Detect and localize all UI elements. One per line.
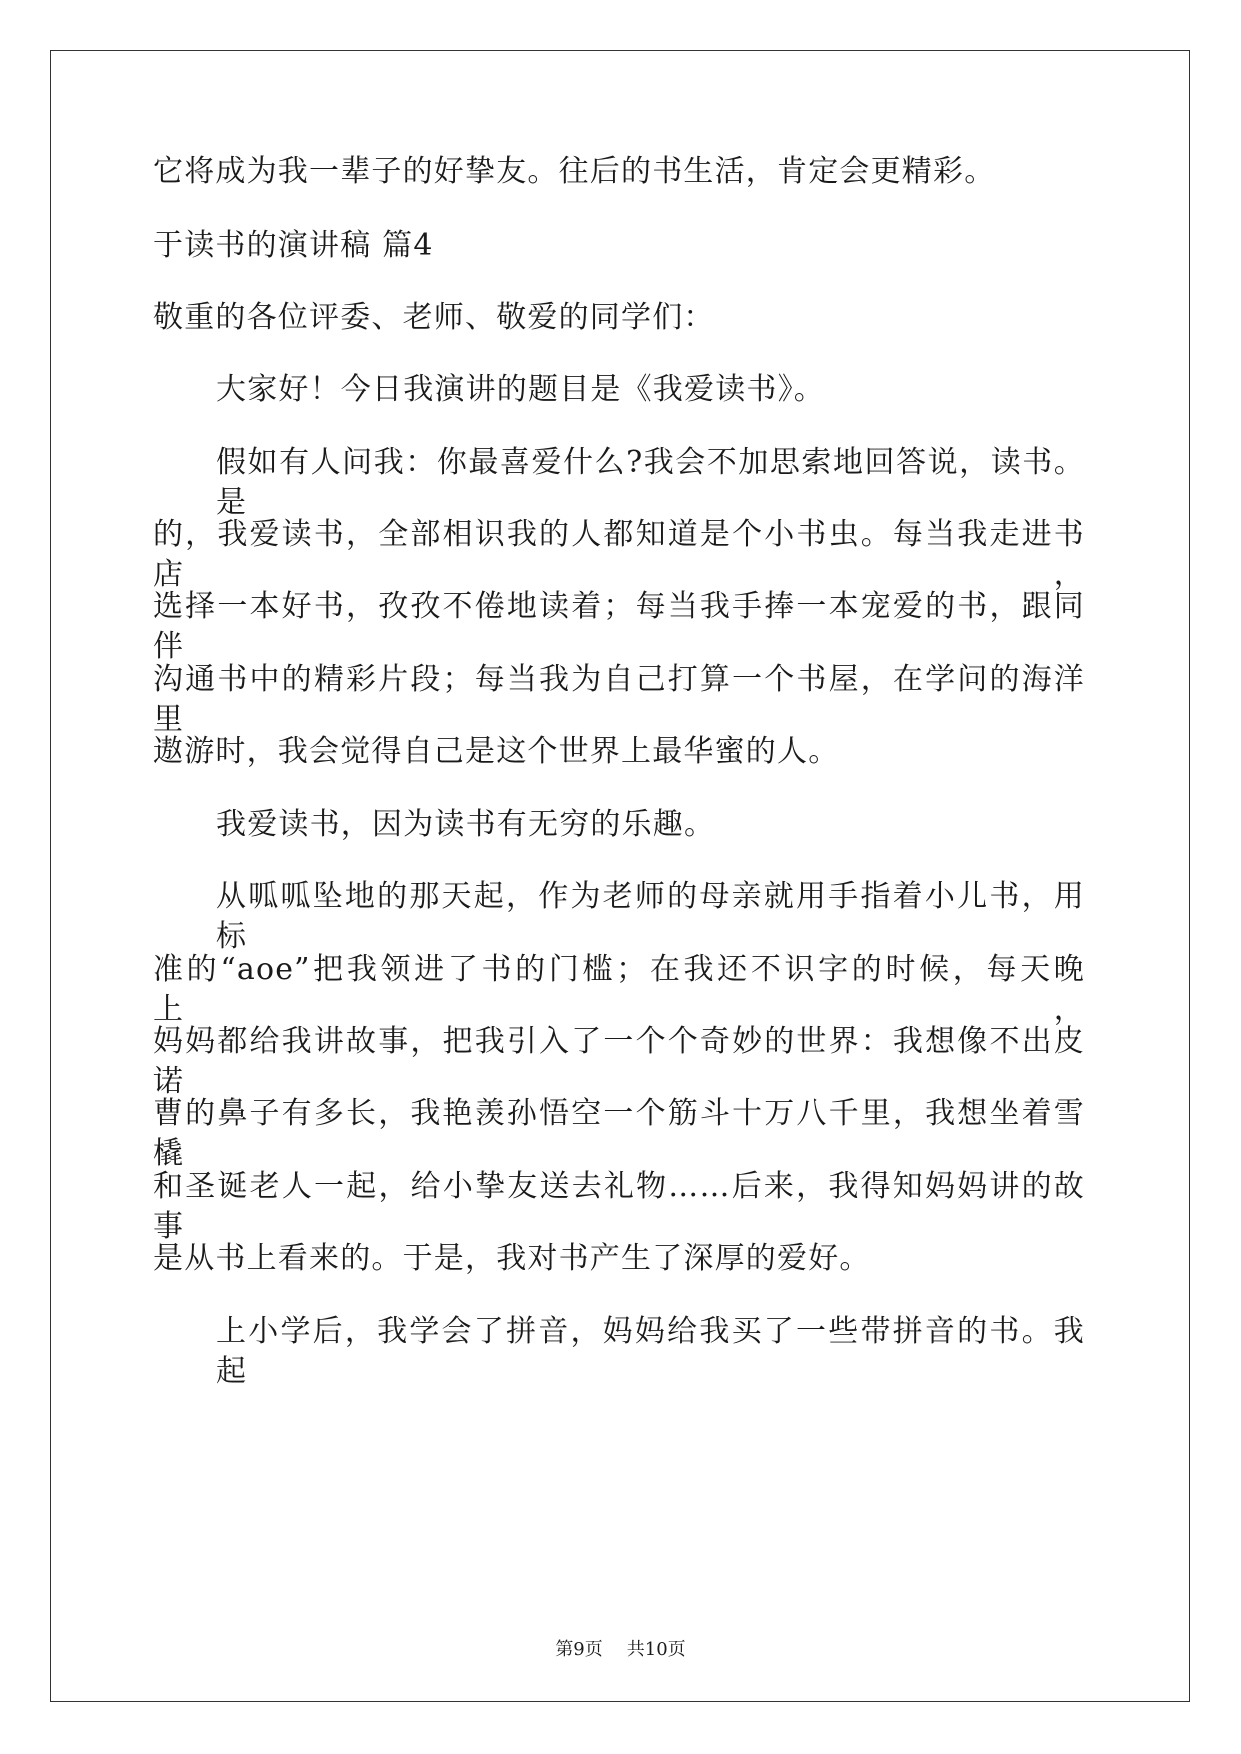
page-footer: [0, 1638, 1241, 1662]
paragraph-greeting: 大家好！今日我演讲的题目是《我爱读书》。: [216, 372, 825, 407]
text-line-1: 它将成为我一辈子的好挚友。往后的书生活，肯定会更精彩。: [153, 154, 996, 189]
paragraph-line: 曹的鼻子有多长，我艳羡孙悟空一个筋斗十万八千里，我想坐着雪橇: [153, 1096, 1085, 1171]
salutation: 敬重的各位评委、老师、敬爱的同学们：: [153, 300, 715, 335]
page-number: 第9页: [555, 1639, 603, 1660]
paragraph-line: 的，我爱读书，全部相识我的人都知道是个小书虫。每当我走进书店，: [153, 517, 1085, 592]
page-total: 共10页: [626, 1639, 686, 1660]
paragraph-line: 假如有人问我：你最喜爱什么?我会不加思索地回答说，读书。是: [216, 445, 1085, 520]
paragraph-line: 准的“aoe”把我领进了书的门槛；在我还不识字的时候，每天晚上，: [153, 952, 1085, 1027]
section-heading: 于读书的演讲稿 篇4: [153, 228, 434, 263]
paragraph-line: 遨游时，我会觉得自己是这个世界上最华蜜的人。: [153, 734, 840, 769]
paragraph-line: 妈妈都给我讲故事，把我引入了一个个奇妙的世界：我想像不出皮诺: [153, 1024, 1085, 1099]
paragraph-line: 沟通书中的精彩片段；每当我为自己打算一个书屋，在学问的海洋里: [153, 662, 1085, 737]
paragraph-line: 上小学后，我学会了拼音，妈妈给我买了一些带拼音的书。我起: [216, 1314, 1085, 1389]
paragraph-line: 从呱呱坠地的那天起，作为老师的母亲就用手指着小儿书，用标: [216, 879, 1085, 954]
paragraph-line: 和圣诞老人一起，给小挚友送去礼物……后来，我得知妈妈讲的故事: [153, 1169, 1085, 1244]
paragraph-line: 是从书上看来的。于是，我对书产生了深厚的爱好。: [153, 1241, 871, 1276]
paragraph-line: 我爱读书，因为读书有无穷的乐趣。: [216, 807, 716, 842]
paragraph-line: 选择一本好书，孜孜不倦地读着；每当我手捧一本宠爱的书，跟同伴: [153, 589, 1085, 664]
